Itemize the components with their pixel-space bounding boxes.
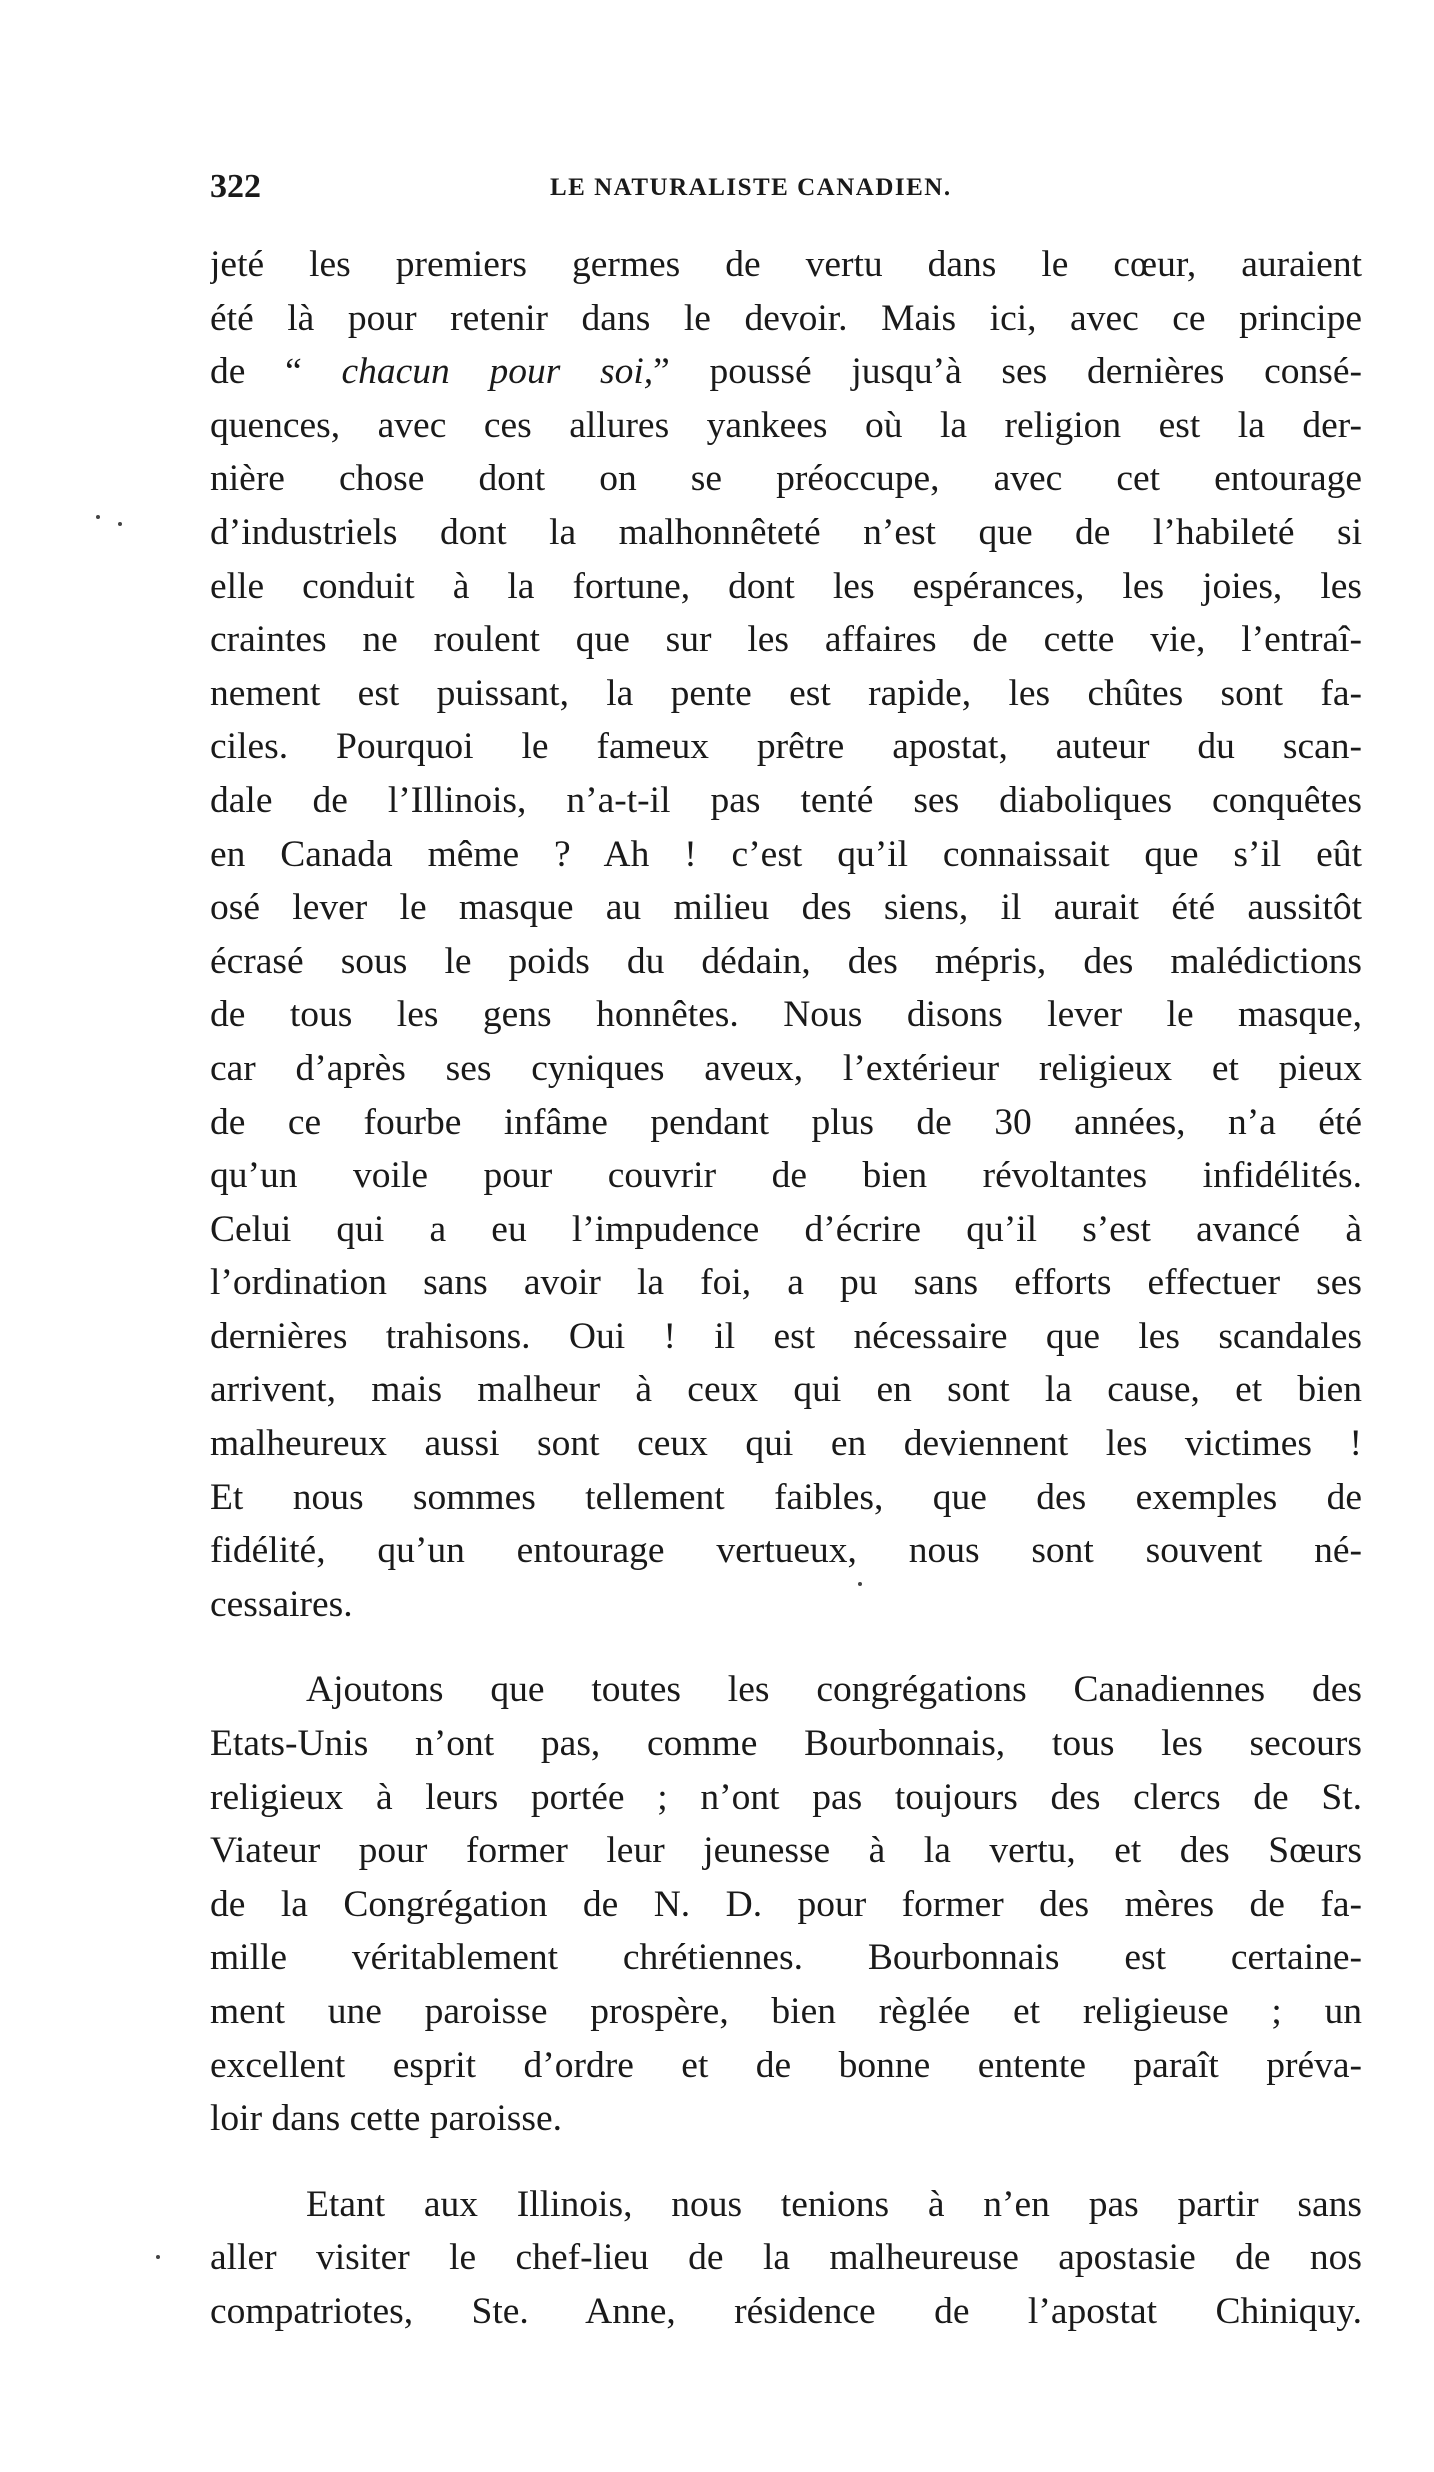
- text-line: Etats-Unis n’ont pas, comme Bourbonnais, tous les secours: [210, 1723, 1362, 1765]
- text-line: Ajoutons que toutes les congrégations Canadiennes des: [306, 1669, 1362, 1711]
- text-line: quences, avec ces allures yankees où la religion est la der-: [210, 404, 1362, 446]
- text-line: loir dans cette paroisse.: [210, 2098, 562, 2140]
- paragraph-1: [210, 238, 1362, 1631]
- text-line: qu’un voile pour couvrir de bien révoltantes infidélités.: [210, 1155, 1362, 1197]
- text-line: mille véritablement chrétiennes. Bourbonnais est certaine-: [210, 1937, 1362, 1979]
- text-line: osé lever le masque au milieu des siens, il aurait été aussitôt: [210, 887, 1362, 929]
- text-line: de la Congrégation de N. D. pour former des mères de fa-: [210, 1883, 1362, 1925]
- text-line: Celui qui a eu l’impudence d’écrire qu’il s’est avancé à: [210, 1208, 1362, 1250]
- text-line: de ce fourbe infâme pendant plus de 30 années, n’a été: [210, 1101, 1362, 1143]
- text-line: religieux à leurs portée ; n’ont pas toujours des clercs de St.: [210, 1776, 1362, 1818]
- text-line: aller visiter le chef-lieu de la malheureuse apostasie de nos: [210, 2237, 1362, 2279]
- text-line: excellent esprit d’ordre et de bonne entente paraît préva-: [210, 2044, 1362, 2086]
- text-line: compatriotes, Ste. Anne, résidence de l’apostat Chiniquy.: [210, 2290, 1362, 2332]
- text-line: Etant aux Illinois, nous tenions à n’en pas partir sans: [306, 2183, 1362, 2225]
- text-line: été là pour retenir dans le devoir. Mais ici, avec ce principe: [210, 297, 1362, 339]
- text-line: craintes ne roulent que sur les affaires de cette vie, l’entraî-: [210, 619, 1362, 661]
- text-line: Viateur pour former leur jeunesse à la vertu, et des Sœurs: [210, 1830, 1362, 1872]
- text-line: arrivent, mais malheur à ceux qui en sont la cause, et bien: [210, 1369, 1362, 1411]
- text-line: dernières trahisons. Oui ! il est nécessaire que les scandales: [210, 1315, 1362, 1357]
- scan-speck: [858, 1582, 862, 1586]
- text-line: jeté les premiers germes de vertu dans le cœur, auraient: [210, 244, 1362, 285]
- journal-title: LE NATURALISTE CANADIEN.: [550, 174, 952, 201]
- italic-phrase: chacun pour soi,: [341, 351, 654, 393]
- text-line: ciles. Pourquoi le fameux prêtre apostat, auteur du scan-: [210, 726, 1362, 768]
- text-line: l’ordination sans avoir la foi, a pu sans efforts effectuer ses: [210, 1262, 1362, 1304]
- text-line: ment une paroisse prospère, bien règlée et religieuse ; un: [210, 1991, 1362, 2032]
- scan-speck: [118, 522, 122, 526]
- paragraph-2: [210, 1663, 1362, 2145]
- text-line-with-italic: de “ chacun pour soi,” poussé jusqu’à ses dernières consé-: [210, 351, 1362, 393]
- page-number: 322: [210, 168, 261, 205]
- text-line: écrasé sous le poids du dédain, des mépris, des malédictions: [210, 940, 1362, 982]
- text-line: dale de l’Illinois, n’a-t-il pas tenté ses diaboliques conquêtes: [210, 779, 1362, 821]
- text-line: Et nous sommes tellement faibles, que des exemples de: [210, 1476, 1362, 1518]
- text-line: nement est puissant, la pente est rapide, les chûtes sont fa-: [210, 672, 1362, 714]
- scan-speck: [96, 515, 100, 519]
- text-line: malheureux aussi sont ceux qui en deviennent les victimes !: [210, 1423, 1362, 1465]
- text-line: en Canada même ? Ah ! c’est qu’il connaissait que s’il eût: [210, 833, 1362, 875]
- text-line: de tous les gens honnêtes. Nous disons lever le masque,: [210, 994, 1362, 1036]
- text-line: nière chose dont on se préoccupe, avec cet entourage: [210, 458, 1362, 500]
- body-text: [210, 238, 1362, 2339]
- paragraph-3: [210, 2178, 1362, 2339]
- text-line: car d’après ses cyniques aveux, l’extérieur religieux et pieux: [210, 1047, 1362, 1089]
- text-line: cessaires.: [210, 1583, 353, 1625]
- text-line: d’industriels dont la malhonnêteté n’est que de l’habileté si: [210, 511, 1362, 553]
- text-line: fidélité, qu’un entourage vertueux, nous sont souvent né-: [210, 1530, 1362, 1572]
- running-header: [210, 168, 1370, 216]
- text-line: elle conduit à la fortune, dont les espérances, les joies, les: [210, 565, 1362, 607]
- scan-speck: [156, 2255, 160, 2259]
